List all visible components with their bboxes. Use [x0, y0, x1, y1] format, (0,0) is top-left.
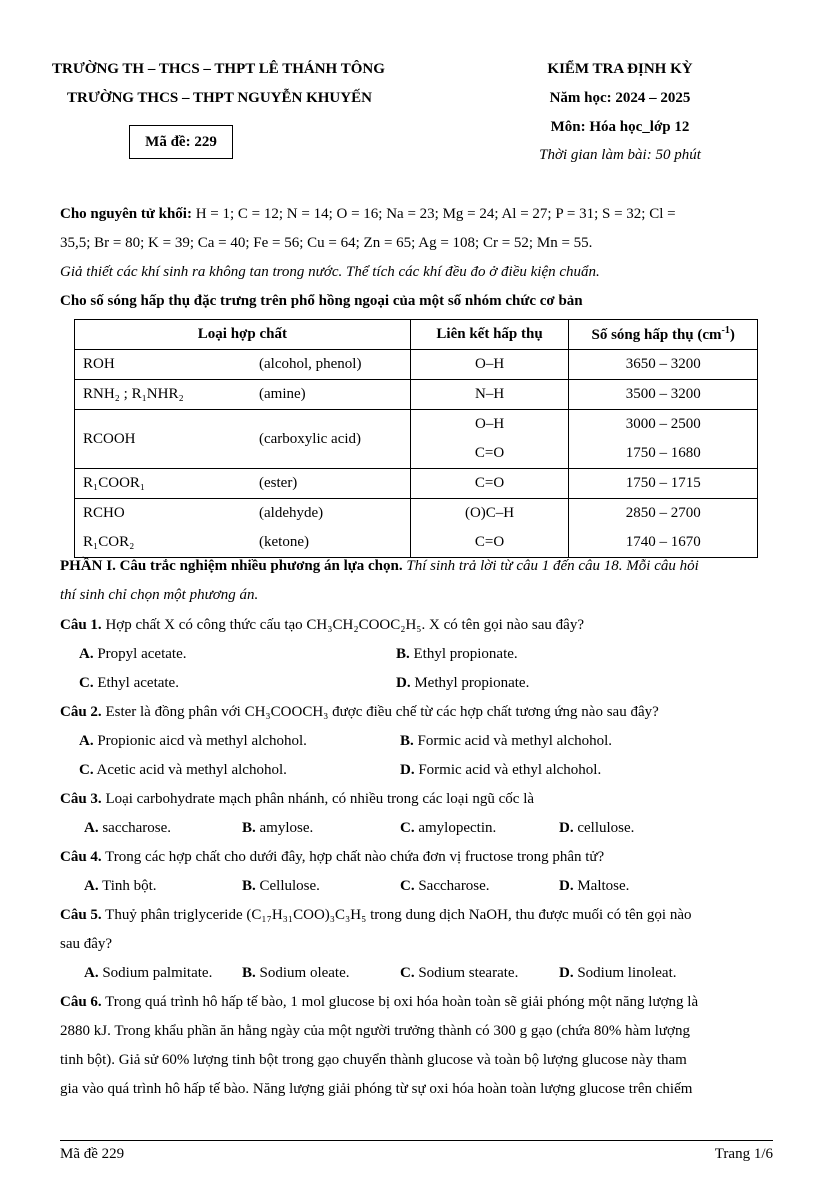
- footer-exam-code: Mã đề 229: [60, 1146, 125, 1162]
- table-row: [75, 469, 758, 499]
- bond: O–H: [474, 416, 505, 432]
- school-name-1: TRƯỜNG TH – THCS – THPT LÊ THÁNH TÔNG: [52, 61, 385, 77]
- question-text-cont: tinh bột). Giả sử 60% lượng tinh bột trong gạo chuyển thành glucose và toàn bộ lượng glucose này tham: [60, 1052, 687, 1068]
- question-text: Ester là đồng phân với CH₃COOCH₃ được điều chế từ các hợp chất tương ứng nào sau đây?: [105, 704, 659, 720]
- wavenumber-range: 3500 – 3200: [569, 380, 758, 410]
- option-d[interactable]: D. Formic acid và ethyl alchohol.: [400, 762, 602, 778]
- header-bond: Liên kết hấp thụ: [410, 320, 569, 350]
- question-text-cont: gia vào quá trình hô hấp tế bào. Năng lượng giải phóng từ sự oxi hóa hoàn toàn lượng glucose trên chiếm: [60, 1081, 693, 1097]
- option-a[interactable]: A. saccharose.: [84, 820, 172, 836]
- compound-formula: RCHO: [83, 505, 125, 521]
- option-a[interactable]: A. Sodium palmitate.: [84, 965, 213, 981]
- question-text: Hợp chất X có công thức cấu tạo CH₃CH₂COOC₂H₅. X có tên gọi nào sau đây?: [105, 617, 584, 633]
- table-row: [75, 410, 758, 469]
- compound-formula: R₁COOR₁: [83, 475, 146, 491]
- option-d[interactable]: D. Maltose.: [559, 878, 630, 894]
- compound-formula: RCOOH: [83, 430, 136, 447]
- bond: C=O: [410, 469, 569, 499]
- option-d[interactable]: D. cellulose.: [559, 820, 635, 836]
- wavenumber-range: 1750 – 1680: [625, 445, 701, 461]
- question-text: Trong quá trình hô hấp tế bào, 1 mol glucose bị oxi hóa hoàn toàn sẽ giải phóng một năng lượng là: [105, 994, 699, 1010]
- option-c[interactable]: C. amylopectin.: [400, 820, 497, 836]
- question-text: Trong các hợp chất cho dưới đây, hợp chất nào chứa đơn vị fructose trong phân tử?: [105, 849, 605, 865]
- compound-name: (ester): [259, 475, 298, 491]
- wavenumber-range: 3000 – 2500: [625, 416, 701, 432]
- bond: O–H: [410, 350, 569, 380]
- question-text-cont: 2880 kJ. Trong khẩu phần ăn hằng ngày của một người trưởng thành có 300 g gạo (chứa 80% hàm lượng: [60, 1023, 690, 1039]
- wavenumber-range: 2850 – 2700: [625, 505, 701, 521]
- option-d[interactable]: D. Methyl propionate.: [396, 675, 530, 691]
- bond: C=O: [474, 534, 505, 550]
- option-b[interactable]: B. Ethyl propionate.: [396, 646, 518, 662]
- option-a[interactable]: A. Tinh bột.: [84, 878, 157, 894]
- compound-name: (alcohol, phenol): [259, 356, 362, 372]
- bond: C=O: [474, 445, 505, 461]
- option-c[interactable]: C. Acetic acid và methyl alchohol.: [79, 762, 287, 778]
- wavenumber-range: 1740 – 1670: [625, 534, 701, 550]
- question-label: Câu 1.: [60, 617, 102, 633]
- header-wavenumber: Số sóng hấp thụ $(cm^{-1})$: [569, 320, 758, 350]
- compound-formula: ROH: [83, 356, 115, 372]
- question-2: [60, 704, 659, 721]
- option-b[interactable]: B. amylose.: [242, 820, 314, 836]
- question-text: Loại carbohydrate mạch phân nhánh, có nhiều trong các loại ngũ cốc là: [105, 791, 535, 807]
- part1-instructions: Thí sinh trả lời từ câu 1 đến câu 18. Mỗi câu hỏi: [406, 558, 699, 574]
- option-c[interactable]: C. Sodium stearate.: [400, 965, 519, 981]
- question-label: Câu 4.: [60, 849, 102, 865]
- atomic-mass-line-1: [60, 206, 773, 223]
- wavenumber-range: 3650 – 3200: [569, 350, 758, 380]
- table-header-row: [75, 320, 758, 350]
- option-a[interactable]: A. Propionic aicd và methyl alchohol.: [79, 733, 307, 749]
- question-4: [60, 849, 604, 866]
- atomic-mass-line-2: 35,5; Br = 80; K = 39; Ca = 40; Fe = 56; Cu = 64; Zn = 65; Ag = 108; Cr = 52; Mn = 55.: [60, 235, 593, 251]
- question-label: Câu 3.: [60, 791, 102, 807]
- table-row: [75, 350, 758, 380]
- table-row: [75, 380, 758, 410]
- option-c[interactable]: C. Ethyl acetate.: [79, 675, 179, 691]
- school-name-2: TRƯỜNG THCS – THPT NGUYỄN KHUYẾN: [67, 90, 372, 106]
- question-label: Câu 6.: [60, 994, 102, 1010]
- question-5: [60, 907, 692, 924]
- question-1: [60, 617, 584, 634]
- header-compound-type: Loại hợp chất: [75, 320, 411, 350]
- option-b[interactable]: B. Cellulose.: [242, 878, 320, 894]
- school-year: Năm học: 2024 – 2025: [549, 90, 691, 106]
- compound-name: (ketone): [259, 534, 309, 550]
- time-limit: Thời gian làm bài: 50 phút: [539, 147, 701, 163]
- option-a[interactable]: A. Propyl acetate.: [79, 646, 187, 662]
- footer-divider: [60, 1140, 773, 1141]
- compound-formula: RNH₂ ; R₁NHR₂: [83, 386, 184, 402]
- bond: (O)C–H: [464, 505, 515, 521]
- footer-page-number: Trang 1/6: [714, 1146, 773, 1162]
- question-text-cont: sau đây?: [60, 936, 113, 952]
- ir-table-title: Cho số sóng hấp thụ đặc trưng trên phổ hồng ngoại của một số nhóm chức cơ bản: [60, 293, 583, 309]
- compound-name: (amine): [259, 386, 306, 402]
- table-row: [75, 499, 758, 558]
- subject: Môn: Hóa học_lớp 12: [550, 119, 690, 135]
- exam-code-box: Mã đề: 229: [129, 125, 233, 159]
- compound-name: (carboxylic acid): [259, 430, 362, 447]
- bond: N–H: [410, 380, 569, 410]
- ir-absorption-table: [74, 319, 758, 558]
- option-c[interactable]: C. Saccharose.: [400, 878, 490, 894]
- gas-assumption: Giả thiết các khí sinh ra không tan trong nước. Thể tích các khí đều đo ở điều kiện chuẩn.: [60, 264, 600, 280]
- atomic-mass-label: Cho nguyên tử khối:: [60, 206, 192, 222]
- part1-heading: PHẦN I. Câu trắc nghiệm nhiều phương án lựa chọn.: [60, 558, 403, 574]
- question-3: [60, 791, 534, 808]
- question-6: [60, 994, 698, 1011]
- question-label: Câu 5.: [60, 907, 102, 923]
- exam-title: KIỂM TRA ĐỊNH KỲ: [547, 61, 693, 77]
- option-b[interactable]: B. Sodium oleate.: [242, 965, 350, 981]
- option-d[interactable]: D. Sodium linoleat.: [559, 965, 677, 981]
- option-b[interactable]: B. Formic acid và methyl alchohol.: [400, 733, 613, 749]
- question-label: Câu 2.: [60, 704, 102, 720]
- compound-formula: R₁COR₂: [83, 534, 135, 550]
- wavenumber-range: 1750 – 1715: [569, 469, 758, 499]
- part1-heading-line: [60, 558, 699, 575]
- part1-instructions-2: thí sinh chỉ chọn một phương án.: [60, 587, 259, 603]
- question-text: Thuỷ phân triglyceride (C₁₇H₃₁COO)₃C₃H₅ trong dung dịch NaOH, thu được muối có tên gọi nào: [105, 907, 692, 923]
- compound-name: (aldehyde): [259, 505, 324, 521]
- atomic-mass-values-1: H = 1; C = 12; N = 14; O = 16; Na = 23; Mg = 24; Al = 27; P = 31; S = 32; Cl =: [195, 206, 676, 222]
